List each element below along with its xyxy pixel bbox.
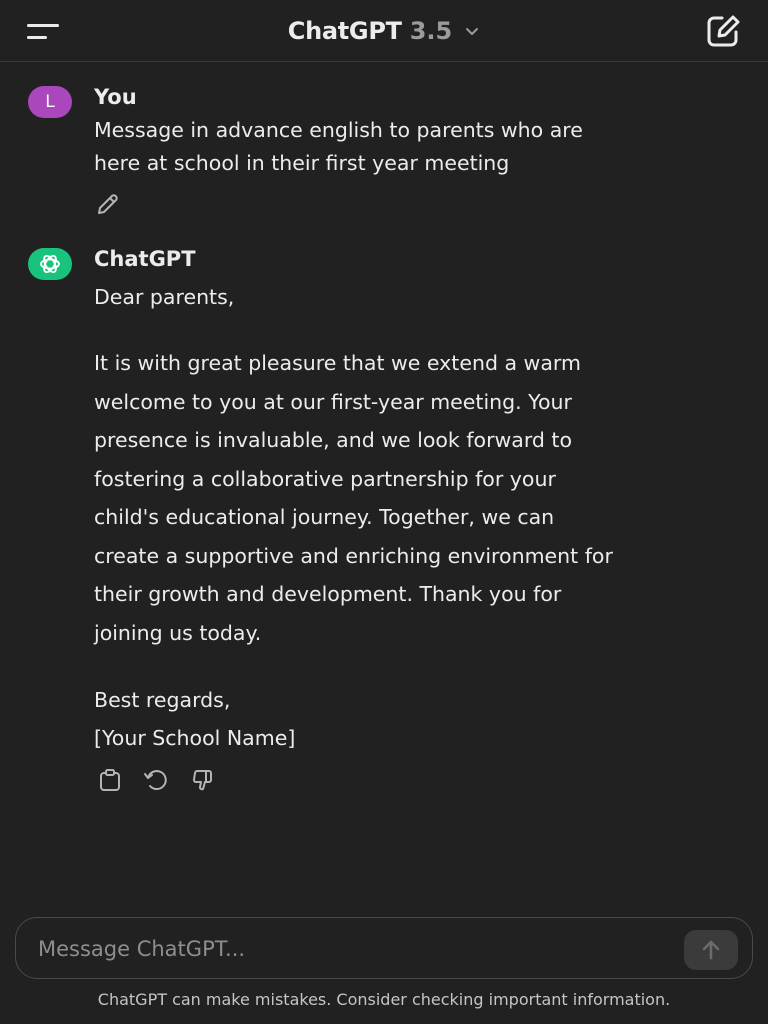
text-line: create a supportive and enriching environment for (94, 543, 613, 568)
app-title: ChatGPT (287, 17, 402, 45)
avatar-initial: L (45, 92, 55, 112)
signature: [Your School Name] (94, 726, 296, 750)
user-message-text (94, 114, 744, 180)
copy-clipboard-icon[interactable] (96, 766, 124, 794)
send-button[interactable] (684, 930, 738, 970)
text-line: It is with great pleasure that we extend a warm (94, 351, 581, 375)
user-message (28, 86, 738, 226)
message-composer (15, 917, 753, 979)
message-input[interactable] (38, 930, 668, 968)
model-selector[interactable] (288, 17, 480, 45)
new-chat-icon[interactable] (704, 12, 744, 50)
sender-name: ChatGPT (94, 247, 196, 271)
text-line: Message in advance english to parents who are (94, 118, 583, 142)
model-version: 3.5 (409, 17, 453, 45)
text-line: child's educational journey. Together, we can (94, 505, 555, 529)
regenerate-icon[interactable] (142, 766, 170, 794)
text-line: joining us today. (94, 620, 262, 645)
edit-pencil-icon[interactable] (94, 190, 122, 218)
text-line: their growth and development. Thank you for (94, 582, 562, 606)
response-paragraph (94, 344, 744, 652)
closing: Best regards, (94, 688, 231, 712)
chevron-down-icon (464, 23, 480, 39)
sign-off (94, 681, 744, 757)
title-area (0, 14, 768, 48)
thumbs-down-icon[interactable] (189, 766, 217, 794)
openai-logo-icon (37, 251, 63, 277)
text-line: fostering a collaborative partnership for your (94, 466, 556, 491)
sender-name: You (94, 85, 137, 109)
avatar (28, 86, 72, 118)
text-line: presence is invaluable, and we look forward to (94, 428, 573, 452)
disclaimer-text: ChatGPT can make mistakes. Consider checking important information. (97, 990, 671, 1009)
text-line: welcome to you at our first-year meeting. Your (94, 389, 572, 414)
assistant-message (28, 248, 738, 808)
top-bar (0, 0, 768, 62)
chatgpt-logo-icon (28, 248, 72, 280)
greeting: Dear parents, (94, 285, 235, 309)
arrow-up-icon (700, 939, 722, 961)
text-line: here at school in their first year meeting (94, 151, 510, 175)
